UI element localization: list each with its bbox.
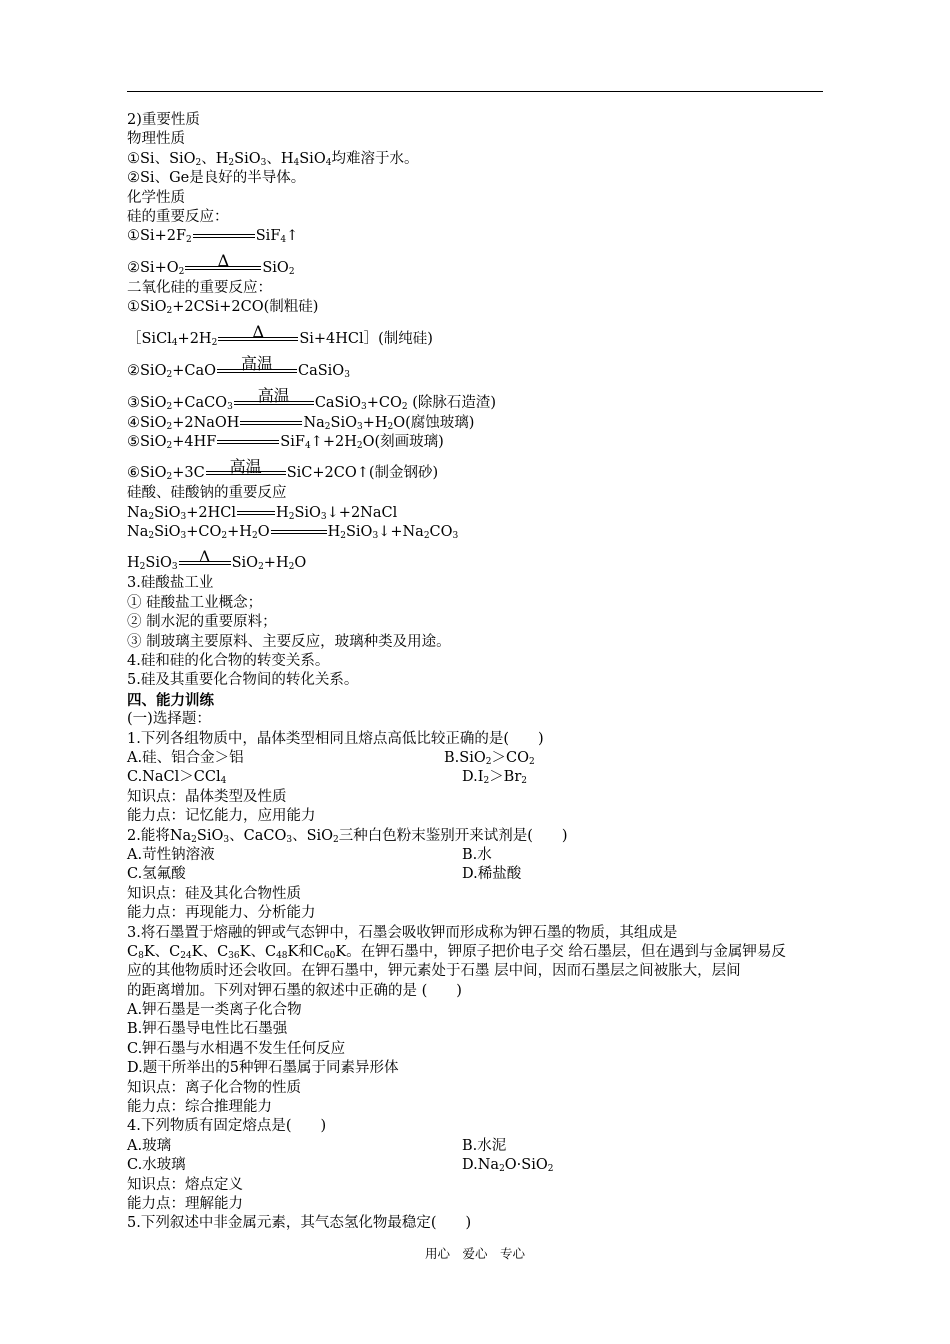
page-footer: 用心 爱心 专心 <box>424 1246 525 1261</box>
question: 1.下列各组物质中，晶体类型相同且熔点高低比较正确的是( ) <box>127 730 544 747</box>
subsection-heading: 物理性质 <box>127 131 185 148</box>
header-rule <box>127 91 823 92</box>
equation: $[SiCl_4+2H_2$ Δ Si+4HCl］(制纯硅) <box>127 321 433 348</box>
section-heading: 2)重要性质 <box>127 112 200 128</box>
option-c: C.钾石墨与水相遇不发生任何反应 <box>127 1040 346 1057</box>
equation: $①Si+2F_2$ SiF$_4$↑ <box>127 228 299 246</box>
equation: $H_2SiO_3$ Δ $SiO_2+H_2O$ <box>127 546 307 573</box>
option-c: C.NaCl＞CCl$_4$ <box>127 769 227 787</box>
text-line: 硅酸、硅酸钠的重要反应 <box>127 485 287 502</box>
question: 5.下列叙述中非金属元素，其气态氢化物最稳定( ) <box>127 1215 472 1232</box>
option-row <box>127 1137 827 1156</box>
equation: ②SiO$_2$+CaO 高温 CaSiO$_3$ <box>127 353 350 380</box>
option-b: $B.SiO_2>CO_2$ <box>444 749 535 767</box>
list-item: ③ 制玻璃主要原料、主要反应，玻璃种类及用途。 <box>127 633 451 650</box>
question: 应的其他物质时还会收回。在钾石墨中，钾元素处于石墨 层中间，因而石墨层之间被胀大，层间 <box>127 963 741 980</box>
part-heading: 四、能力训练 <box>127 691 214 709</box>
option-b: B.钾石墨导电性比石墨强 <box>127 1021 288 1038</box>
knowledge-point: 知识点：硅及其化合物性质 <box>127 885 301 902</box>
text-line: 二氧化硅的重要反应： <box>127 279 272 296</box>
ability-point: 能力点：理解能力 <box>127 1195 243 1212</box>
knowledge-point: 知识点：离子化合物的性质 <box>127 1079 301 1096</box>
list-item: ② 制水泥的重要原料； <box>127 614 277 631</box>
option-a: A.苛性钠溶液 <box>127 846 215 863</box>
option-c: C.氢氟酸 <box>127 866 186 883</box>
knowledge-point: 知识点：晶体类型及性质 <box>127 788 287 805</box>
equation: $Na_2SiO_3+CO_2+H_2O$ $H_2SiO_3↓+Na_2CO_3$ <box>127 524 459 542</box>
section-heading: 5.硅及其重要化合物间的转化关系。 <box>127 672 359 689</box>
equation: ⑤SiO$_2$+4HF $SiF_4↑+2H_2O$(刻画玻璃) <box>127 433 444 451</box>
option-a: A.硅、铝合金＞铝 <box>127 749 244 766</box>
section-heading: 4.硅和硅的化合物的转变关系。 <box>127 653 330 670</box>
equation: ⑥SiO$_2$+3C 高温 SiC+2CO↑(制金钢砂) <box>127 456 439 483</box>
question: $C_8K$、$C_{24}K$、$C_{36}K$、$C_{48}K$和$C_{60}K$。在钾石墨中，钾原子把价电子交 给石墨层，但在遇到与金属钾易反 <box>127 943 786 961</box>
text-line: 硅的重要反应： <box>127 208 229 225</box>
question: 4.下列物质有固定熔点是( ) <box>127 1118 327 1135</box>
option-row <box>127 768 827 787</box>
option-b: B.水泥 <box>462 1137 507 1154</box>
ability-point: 能力点：综合推理能力 <box>127 1099 272 1116</box>
option-a: A.玻璃 <box>127 1137 172 1154</box>
option-a: A.钾石墨是一类离子化合物 <box>127 1002 302 1019</box>
equation: ④SiO$_2$+2NaOH $Na_2SiO_3+H_2O$(腐蚀玻璃) <box>127 414 475 432</box>
subsection-heading: (一)选择题： <box>127 711 211 728</box>
list-item: ① 硅酸盐工业概念； <box>127 594 263 611</box>
ability-point: 能力点：记忆能力，应用能力 <box>127 808 316 825</box>
text-line: ①Si、SiO$_2$、$H_2SiO_3$、$H_4SiO_4$均难溶于水。 <box>127 150 419 168</box>
option-row <box>127 1156 827 1175</box>
option-row <box>127 846 827 865</box>
option-b: B.水 <box>462 846 492 863</box>
document-body <box>127 111 827 1234</box>
section-heading: 3.硅酸盐工业 <box>127 575 214 592</box>
ability-point: 能力点：再现能力、分析能力 <box>127 905 316 922</box>
question: 2.能将$Na_2SiO_3$、CaCO$_3$、SiO$_2$三种白色粉末鉴别开来试剂是( ) <box>127 827 568 845</box>
option-c: C.水玻璃 <box>127 1157 186 1174</box>
question: 的距离增加。下列对钾石墨的叙述中正确的是 ( ) <box>127 982 462 999</box>
option-d: $D.Na_2O\cdot SiO_2$ <box>462 1157 554 1175</box>
option-d: $D.I_2>Br_2$ <box>462 769 528 787</box>
question: 3.将石墨置于熔融的钾或气态钾中，石墨会吸收钾而形成称为钾石墨的物质，其组成是 <box>127 924 678 941</box>
text-line: ②Si、Ge是良好的半导体。 <box>127 170 306 187</box>
option-d: D.稀盐酸 <box>462 866 522 883</box>
subsection-heading: 化学性质 <box>127 189 185 206</box>
equation: $②Si+O_2$ Δ SiO$_2$ <box>127 251 295 277</box>
option-row <box>127 865 827 884</box>
option-d: D.题干所举出的5种钾石墨属于同素异形体 <box>127 1060 399 1077</box>
knowledge-point: 知识点：熔点定义 <box>127 1176 243 1193</box>
equation: $Na_2SiO_3+2HCl$ $H_2SiO_3↓+2NaCl$ <box>127 504 398 522</box>
equation: ①SiO$_2$+2CSi+2CO(制粗硅) <box>127 299 319 317</box>
option-row <box>127 749 827 768</box>
equation: ③SiO$_2$+CaCO$_3$ 高温 $CaSiO_3+CO_2$ (除脉石造渣) <box>127 385 497 412</box>
